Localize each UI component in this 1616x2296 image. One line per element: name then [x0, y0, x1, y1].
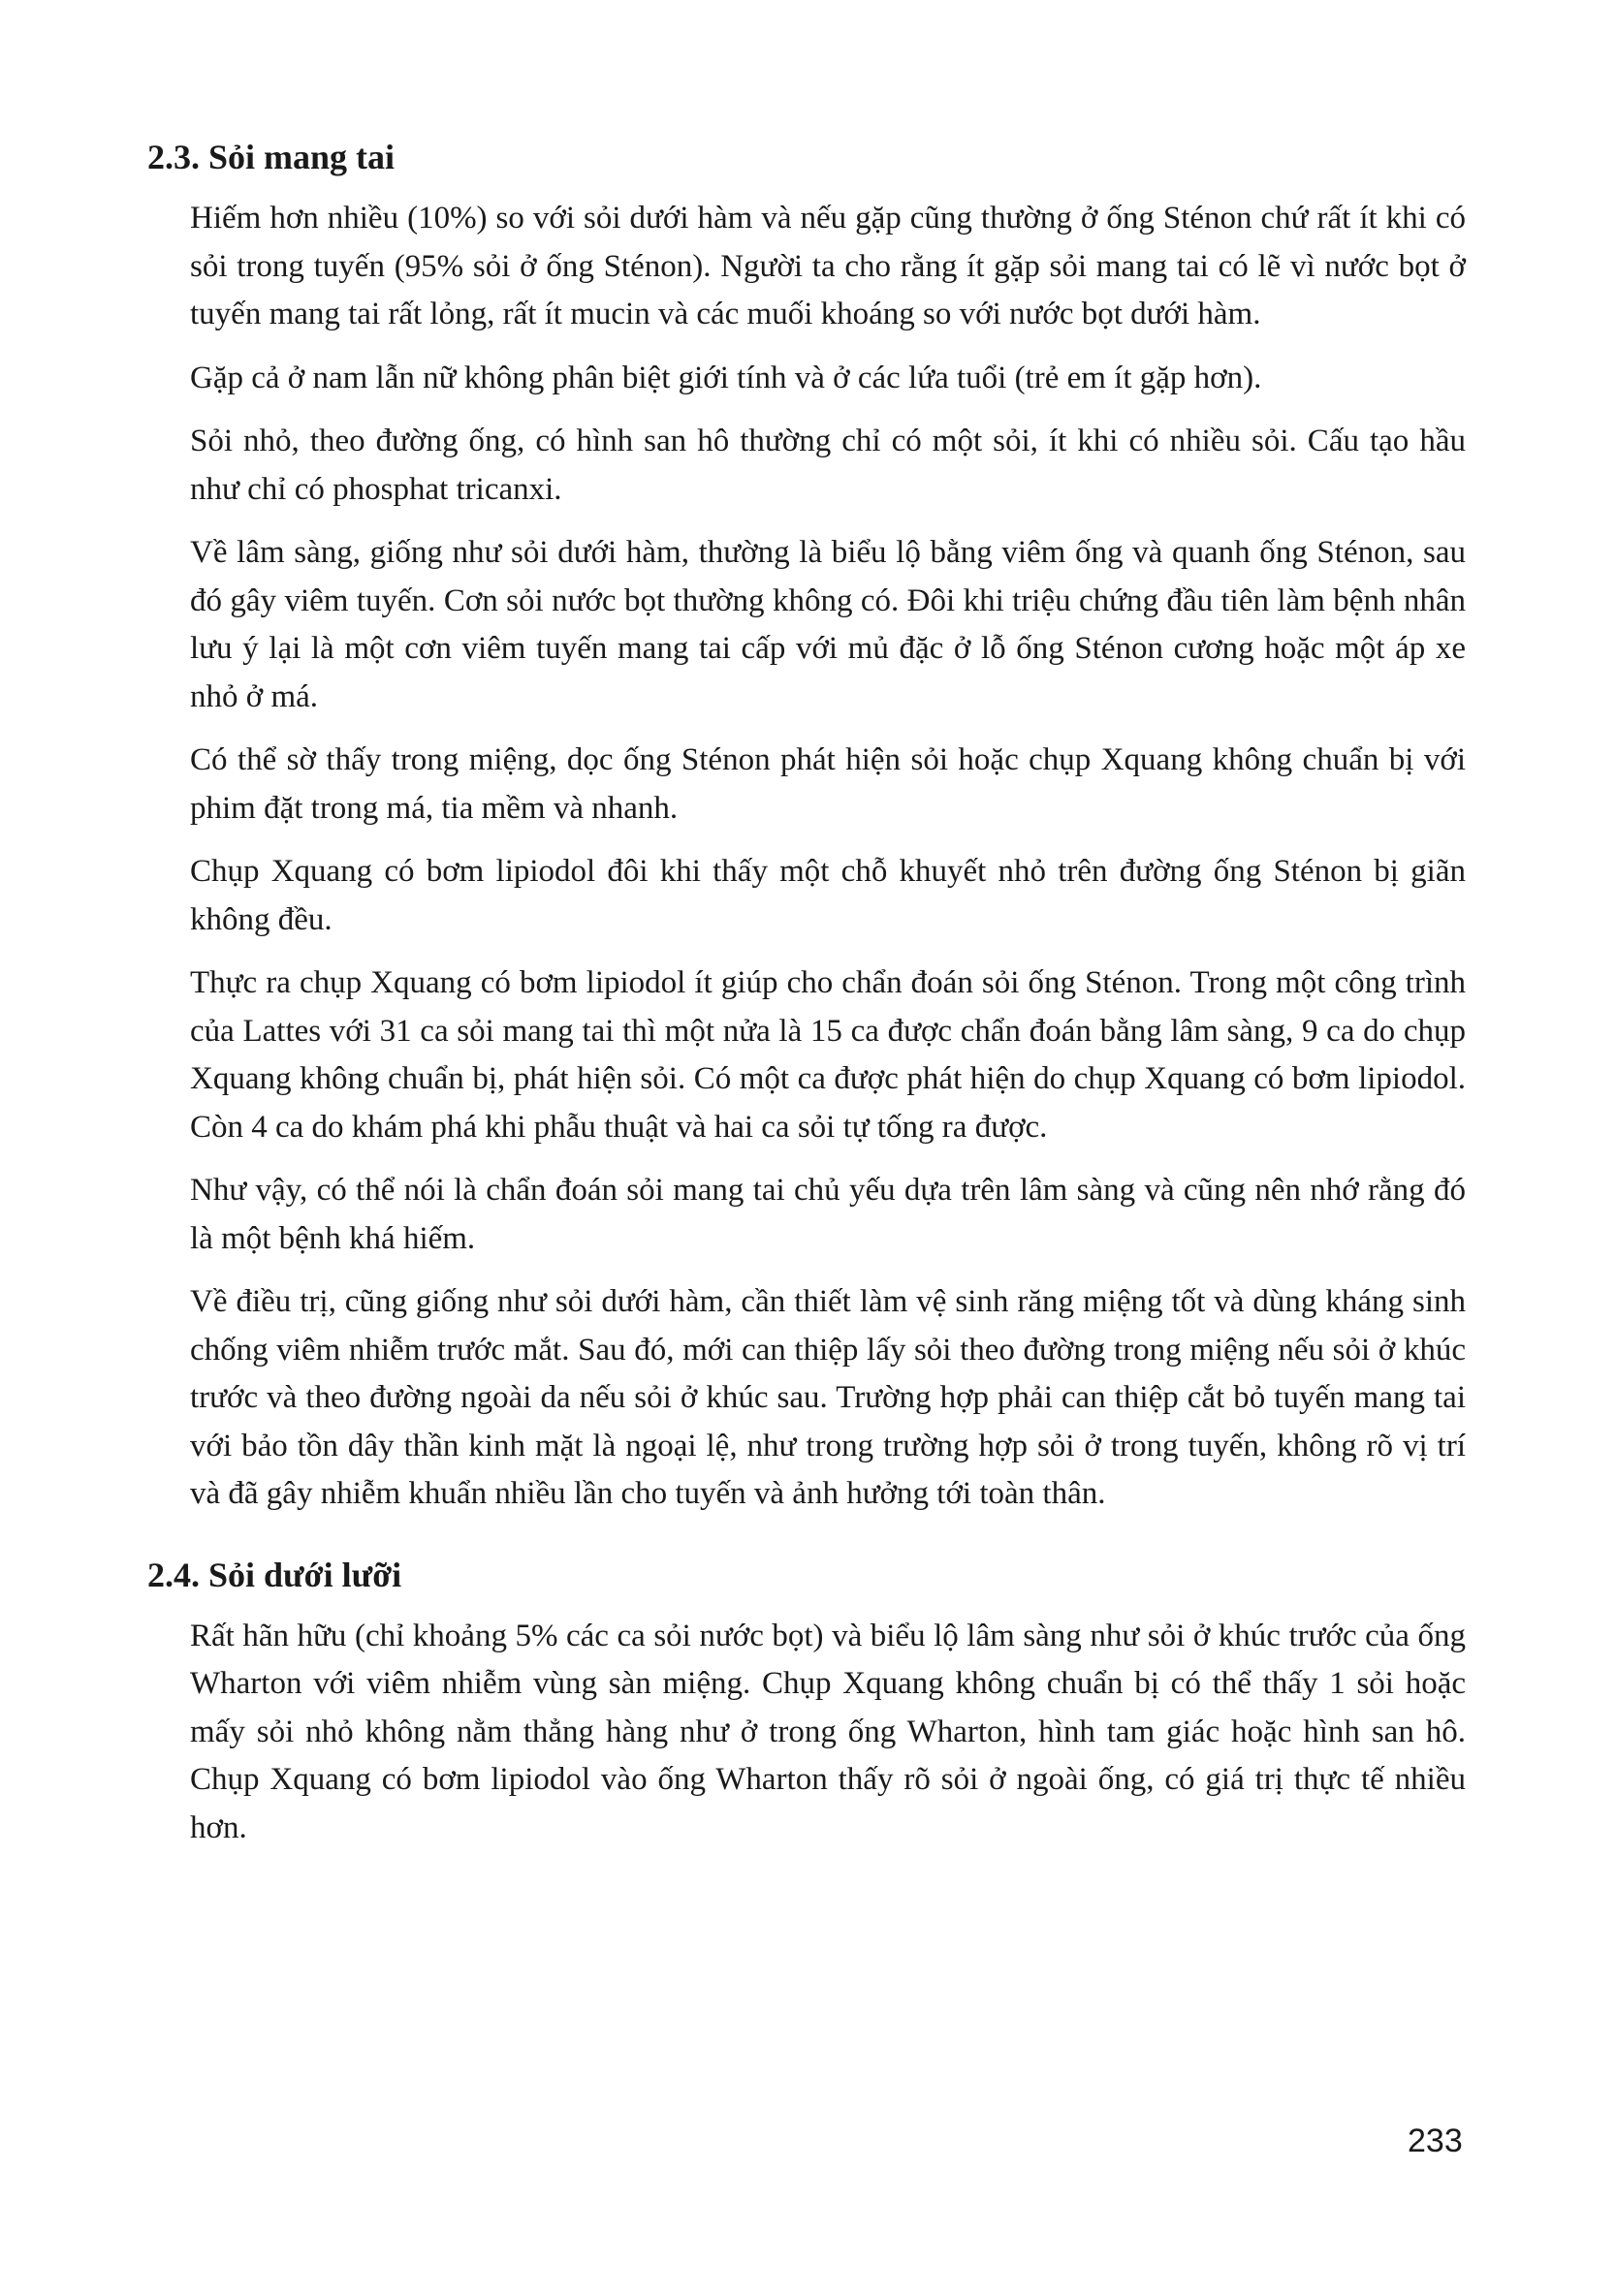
paragraph: Rất hãn hữu (chỉ khoảng 5% các ca sỏi nước bọt) và biểu lộ lâm sàng như sỏi ở khúc trước của ống Wharton với viêm nhiễm vùng sàn miệng. Chụp Xquang không chuẩn bị có thể thấy 1 sỏi hoặc mấy sỏi nhỏ không nằm thẳng hàng như ở trong ống Wharton, hình tam giác hoặc hình san hô. Chụp Xquang có bơm lipiodol vào ống Wharton thấy rõ sỏi ở ngoài ống, có giá trị thực tế nhiều hơn.	[190, 1618, 1466, 1845]
paragraph: Như vậy, có thể nói là chẩn đoán sỏi mang tai chủ yếu dựa trên lâm sàng và cũng nên nhớ rằng đó là một bệnh khá hiếm.	[190, 1173, 1466, 1256]
page-content	[147, 136, 1466, 1868]
paragraph: Có thể sờ thấy trong miệng, dọc ống Sténon phát hiện sỏi hoặc chụp Xquang không chuẩn bị với phim đặt trong má, tia mềm và nhanh.	[190, 742, 1466, 826]
section-heading-parotid-stones: 2.3. Sỏi mang tai	[147, 138, 396, 176]
page-number: 233	[1408, 2123, 1463, 2159]
paragraph: Chụp Xquang có bơm lipiodol đôi khi thấy một chỗ khuyết nhỏ trên đường ống Sténon bị giãn không đều.	[190, 854, 1466, 937]
section-heading-sublingual-stones: 2.4. Sỏi dưới lưỡi	[147, 1555, 402, 1594]
paragraph: Về điều trị, cũng giống như sỏi dưới hàm, cần thiết làm vệ sinh răng miệng tốt và dùng kháng sinh chống viêm nhiễm trước mắt. Sau đó, mới can thiệp lấy sỏi theo đường trong miệng nếu sỏi ở khúc trước và theo đường ngoài da nếu sỏi ở khúc sau. Trường hợp phải can thiệp cắt bỏ tuyến mang tai với bảo tồn dây thần kinh mặt là ngoại lệ, như trong trường hợp sỏi ở trong tuyến, không rõ vị trí và đã gây nhiễm khuẩn nhiều lần cho tuyến và ảnh hưởng tới toàn thân.	[190, 1284, 1466, 1511]
paragraph: Hiếm hơn nhiều (10%) so với sỏi dưới hàm và nếu gặp cũng thường ở ống Sténon chứ rất ít khi có sỏi trong tuyến (95% sỏi ở ống Sténon). Người ta cho rằng ít gặp sỏi mang tai có lẽ vì nước bọt ở tuyến mang tai rất lỏng, rất ít mucin và các muối khoáng so với nước bọt dưới hàm.	[190, 201, 1466, 331]
paragraph: Gặp cả ở nam lẫn nữ không phân biệt giới tính và ở các lứa tuổi (trẻ em ít gặp hơn).	[190, 360, 1262, 395]
paragraph: Thực ra chụp Xquang có bơm lipiodol ít giúp cho chẩn đoán sỏi ống Sténon. Trong một công trình của Lattes với 31 ca sỏi mang tai thì một nửa là 15 ca được chẩn đoán bằng lâm sàng, 9 ca do chụp Xquang không chuẩn bị, phát hiện sỏi. Có một ca được phát hiện do chụp Xquang có bơm lipiodol. Còn 4 ca do khám phá khi phẫu thuật và hai ca sỏi tự tống ra được.	[190, 965, 1466, 1145]
paragraph: Về lâm sàng, giống như sỏi dưới hàm, thường là biểu lộ bằng viêm ống và quanh ống Sténon, sau đó gây viêm tuyến. Cơn sỏi nước bọt thường không có. Đôi khi triệu chứng đầu tiên làm bệnh nhân lưu ý lại là một cơn viêm tuyến mang tai cấp với mủ đặc ở lỗ ống Sténon cương hoặc một áp xe nhỏ ở má.	[190, 535, 1466, 714]
paragraph: Sỏi nhỏ, theo đường ống, có hình san hô thường chỉ có một sỏi, ít khi có nhiều sỏi. Cấu tạo hầu như chỉ có phosphat tricanxi.	[190, 424, 1466, 507]
